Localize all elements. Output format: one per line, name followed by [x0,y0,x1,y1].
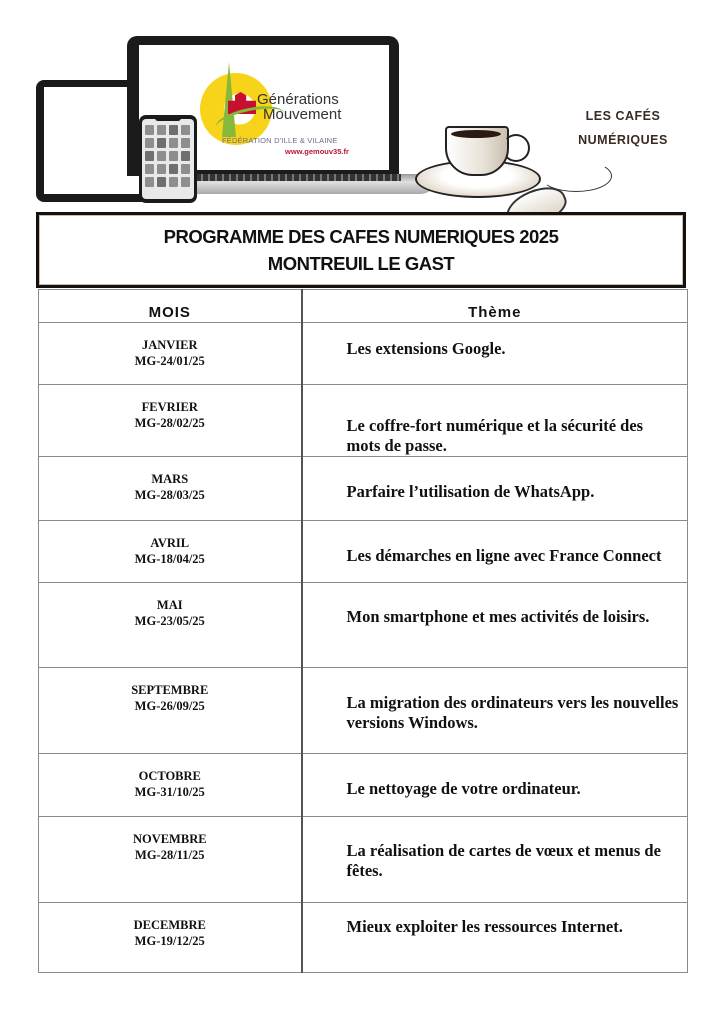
brand-line1: LES CAFÉS [585,109,661,123]
theme-cell: Mieux exploiter les ressources Internet. [302,903,688,973]
session-date: MG-19/12/25 [134,934,205,948]
table-row [39,457,688,521]
month-name: FEVRIER [141,400,198,414]
table-row [39,521,688,583]
theme-cell: Les démarches en ligne avec France Connect [302,521,688,583]
theme-cell: Les extensions Google. [302,323,688,385]
month-name: JANVIER [141,338,198,352]
app-icon [181,151,190,161]
table-header-row [39,290,688,323]
app-icon [169,125,178,135]
month-name: OCTOBRE [138,769,201,783]
app-icon [181,138,190,148]
app-icon [157,138,166,148]
smartphone-notch [155,117,181,121]
month-cell [39,668,302,754]
app-icon [145,125,154,135]
theme-cell: Le coffre-fort numérique et la sécurité des mots de passe. [302,385,688,457]
table-row [39,668,688,754]
logo-name-line2: Mouvement [263,106,342,123]
cup-handle [502,134,530,162]
month-name: MARS [151,472,189,486]
session-date: MG-31/10/25 [134,785,205,799]
month-cell [39,754,302,817]
column-header-month: MOIS [39,290,302,323]
coffee-surface [451,130,501,138]
app-icon [145,164,154,174]
theme-cell: La réalisation de cartes de vœux et menus de fêtes. [302,817,688,903]
session-date: MG-28/03/25 [134,488,205,502]
logo-name [257,92,341,122]
month-cell [39,457,302,521]
month-cell [39,521,302,583]
app-icons-grid [145,125,191,187]
theme-cell: La migration des ordinateurs vers les nouvelles versions Windows. [302,668,688,754]
theme-cell: Parfaire l’utilisation de WhatsApp. [302,457,688,521]
app-icon [145,177,154,187]
app-icon [181,164,190,174]
app-icon [169,151,178,161]
brand-title [568,104,678,152]
brand-line2: NUMÉRIQUES [578,133,668,147]
month-cell [39,817,302,903]
theme-cell: Mon smartphone et mes activités de loisirs. [302,583,688,668]
session-date: MG-26/09/25 [134,699,205,713]
app-icon [157,177,166,187]
theme-cell: Le nettoyage de votre ordinateur. [302,754,688,817]
month-name: DECEMBRE [133,918,206,932]
month-cell [39,385,302,457]
logo-federation: FÉDÉRATION D'ILLE & VILAINE [222,136,338,145]
logo-url: www.gemouv35.fr [285,147,349,156]
session-date: MG-28/02/25 [134,416,205,430]
table-row [39,903,688,973]
month-cell [39,583,302,668]
column-header-theme: Thème [302,290,688,323]
app-icon [157,151,166,161]
table-row [39,385,688,457]
month-name: MAI [156,598,183,612]
logo-name-line1: Générations [257,91,339,108]
page-subtitle: MONTREUIL LE GAST [267,253,455,274]
app-icon [157,125,166,135]
schedule-table [38,289,688,973]
month-name: NOVEMBRE [132,832,207,846]
session-date: MG-28/11/25 [135,848,205,862]
month-cell [39,323,302,385]
app-icon [169,164,178,174]
page-title: PROGRAMME DES CAFES NUMERIQUES 2025 [163,226,559,247]
page-title-box [36,212,686,288]
month-cell [39,903,302,973]
session-date: MG-23/05/25 [134,614,205,628]
app-icon [181,125,190,135]
app-icon [157,164,166,174]
app-icon [169,177,178,187]
header-illustration [0,0,725,215]
table-row [39,583,688,668]
month-name: AVRIL [150,536,190,550]
app-icon [145,151,154,161]
table-row [39,754,688,817]
table-row [39,323,688,385]
laptop-keyboard [196,174,401,181]
table-row [39,817,688,903]
app-icon [169,138,178,148]
session-date: MG-18/04/25 [134,552,205,566]
session-date: MG-24/01/25 [134,354,205,368]
app-icon [145,138,154,148]
month-name: SEPTEMBRE [131,683,209,697]
app-icon [181,177,190,187]
